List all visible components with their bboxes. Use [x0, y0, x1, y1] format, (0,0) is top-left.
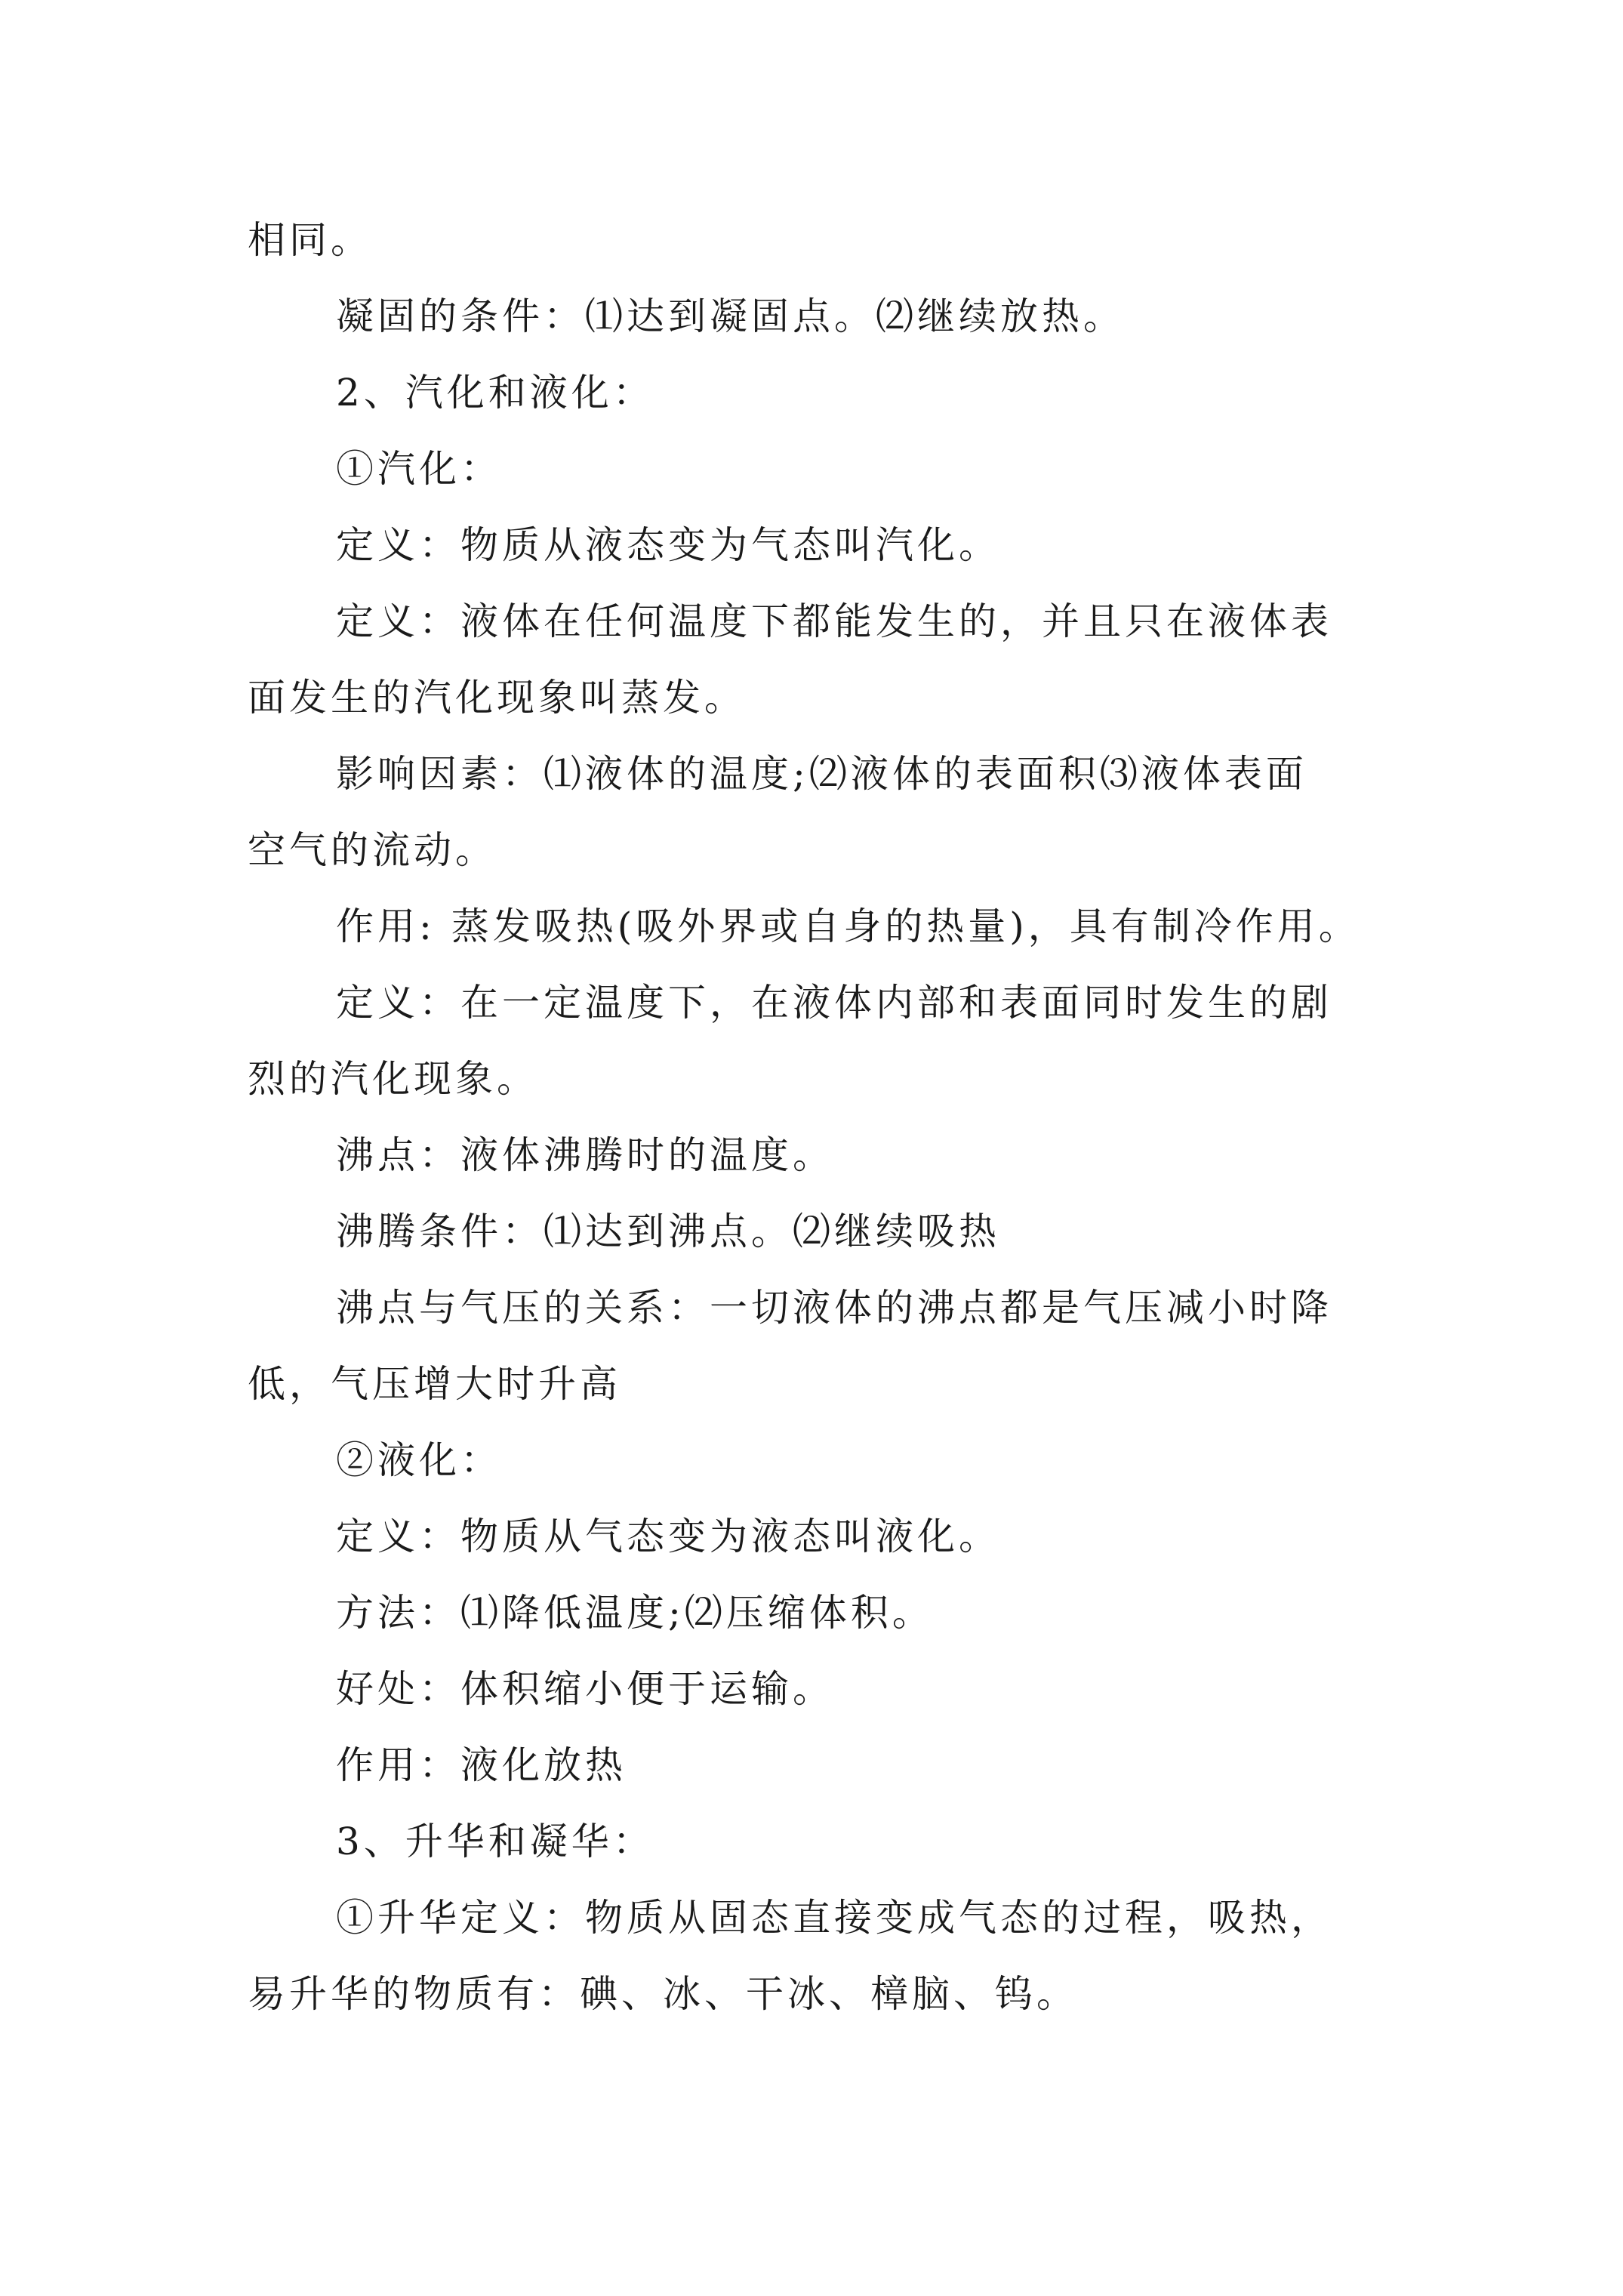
text-line-boiling-definition-cont: 烈的汽化现象。 [248, 1057, 538, 1101]
subheading-vaporization: ①汽化： [336, 447, 502, 491]
text-line-liquefaction-effect: 作用：液化放热 [336, 1743, 627, 1787]
text-line-sublimation-definition: ①升华定义：物质从固态直接变成气态的过程，吸热， [336, 1896, 1332, 1940]
text-line-influencing-factors: 影响因素：⑴液体的温度;⑵液体的表面积⑶液体表面 [336, 752, 1307, 796]
subheading-liquefaction: ②液化： [336, 1438, 502, 1482]
text-line-boiling-point: 沸点：液体沸腾时的温度。 [336, 1133, 834, 1177]
text-line-continuation: 相同。 [248, 218, 372, 262]
text-line-solidification-conditions: 凝固的条件：⑴达到凝固点。⑵继续放热。 [336, 294, 1125, 338]
section-heading-vaporization-liquefaction: 2、汽化和液化： [336, 371, 654, 415]
text-line-liquefaction-benefit: 好处：体积缩小便于运输。 [336, 1667, 834, 1711]
text-line-influencing-factors-cont: 空气的流动。 [248, 828, 497, 872]
text-line-boiling-pressure-relation-cont: 低，气压增大时升高 [248, 1362, 621, 1406]
text-line-liquefaction-definition: 定义：物质从气态变为液态叫液化。 [336, 1515, 1000, 1558]
text-line-evaporation-definition-cont: 面发生的汽化现象叫蒸发。 [248, 676, 746, 720]
text-line-liquefaction-methods: 方法：⑴降低温度;⑵压缩体积。 [336, 1591, 934, 1635]
text-line-boiling-conditions: 沸腾条件：⑴达到沸点。⑵继续吸热 [336, 1210, 1000, 1253]
text-line-evaporation-effect: 作用: 蒸发吸热(吸外界或自身的热量)，具有制冷作用。 [336, 905, 1360, 948]
section-heading-sublimation-deposition: 3、升华和凝华： [336, 1820, 654, 1863]
text-line-boiling-definition: 定义：在一定温度下，在液体内部和表面同时发生的剧 [336, 981, 1332, 1025]
text-line-vaporization-definition: 定义：物质从液态变为气态叫汽化。 [336, 523, 1000, 567]
text-line-evaporation-definition: 定义：液体在任何温度下都能发生的，并且只在液体表 [336, 599, 1332, 643]
document-body [248, 202, 1387, 2032]
text-line-sublimation-definition-cont: 易升华的物质有：碘、冰、干冰、樟脑、钨。 [248, 1972, 1078, 2016]
text-line-boiling-pressure-relation: 沸点与气压的关系：一切液体的沸点都是气压减小时降 [336, 1286, 1332, 1330]
